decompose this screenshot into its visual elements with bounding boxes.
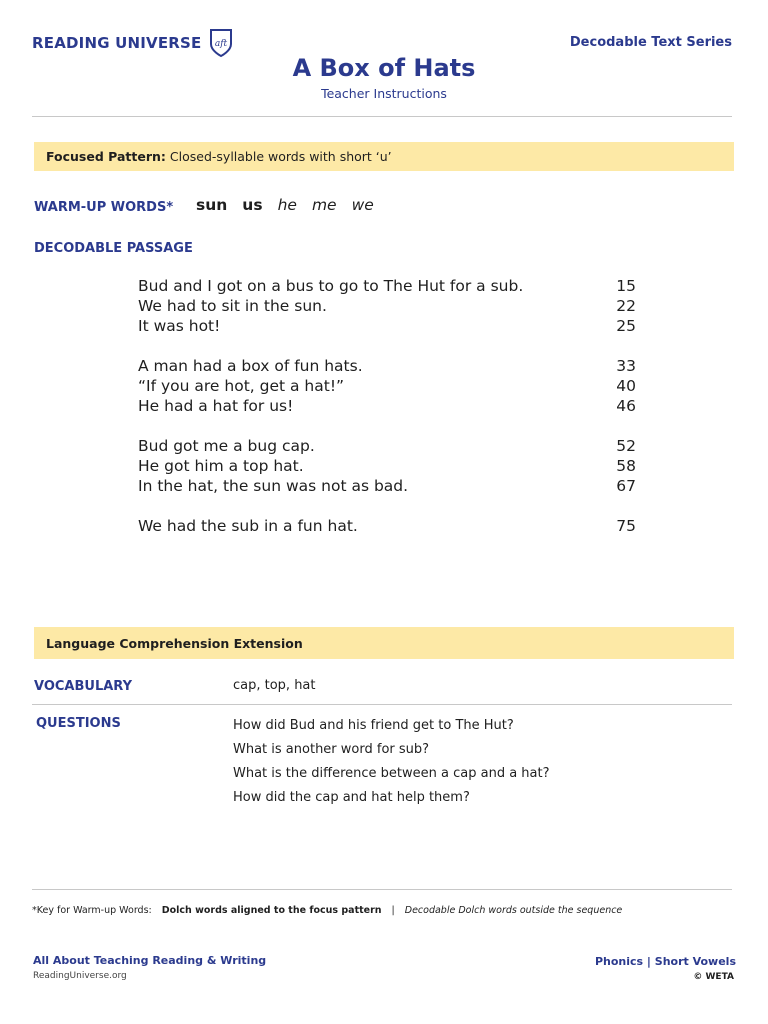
line-text: Bud got me a bug cap. (138, 437, 315, 455)
line-text: A man had a box of fun hats. (138, 357, 363, 375)
word-count: 22 (616, 297, 636, 315)
word-count: 67 (616, 477, 636, 495)
word-count: 15 (616, 277, 636, 295)
warmup-words (196, 196, 374, 214)
line-text: In the hat, the sun was not as bad. (138, 477, 409, 495)
passage-stanza (138, 516, 636, 536)
logo-text: READING UNIVERSE (32, 34, 202, 52)
passage-stanza (138, 276, 636, 336)
passage-stanza (138, 356, 636, 416)
footer-copyright: © WETA (693, 972, 734, 982)
passage-line (138, 476, 636, 496)
vocabulary-divider (32, 704, 732, 705)
vocabulary-label: VOCABULARY (34, 679, 133, 694)
passage-label: DECODABLE PASSAGE (34, 241, 193, 256)
key-label: *Key for Warm-up Words: (32, 905, 152, 916)
footer-title: All About Teaching Reading & Writing (33, 954, 267, 967)
questions-list (233, 714, 550, 810)
vocabulary-words: cap, top, hat (233, 678, 316, 693)
word-count: 40 (616, 377, 636, 395)
page-title: A Box of Hats (292, 54, 476, 82)
question-item: How did Bud and his friend get to The Hut? (233, 718, 514, 733)
extension-bar: Language Comprehension Extension (34, 627, 734, 659)
key-dolch-aligned: Dolch words aligned to the focus pattern (161, 905, 382, 916)
focused-pattern-text: Closed-syllable words with short ‘u’ (169, 149, 392, 164)
passage-line (138, 436, 636, 456)
question-item: What is the difference between a cap and a hat? (233, 766, 550, 781)
warmup-word: we (351, 196, 374, 214)
footer-url: ReadingUniverse.org (33, 971, 127, 981)
line-text: It was hot! (138, 317, 221, 335)
passage-line (138, 276, 636, 296)
svg-text:aft: aft (214, 39, 227, 49)
word-count: 46 (616, 397, 636, 415)
decodable-passage (138, 276, 636, 556)
word-count: 58 (616, 457, 636, 475)
passage-line (138, 456, 636, 476)
page-subtitle: Teacher Instructions (321, 86, 447, 101)
passage-line (138, 316, 636, 336)
footer-divider (32, 889, 732, 890)
passage-line (138, 376, 636, 396)
questions-label: QUESTIONS (36, 716, 121, 731)
warmup-word: sun (196, 196, 228, 214)
line-text: We had to sit in the sun. (138, 297, 327, 315)
word-count: 33 (616, 357, 636, 375)
word-count: 75 (616, 517, 636, 535)
line-text: We had the sub in a fun hat. (138, 517, 358, 535)
passage-line (138, 296, 636, 316)
passage-line (138, 516, 636, 536)
word-count: 52 (616, 437, 636, 455)
line-text: “If you are hot, get a hat!” (138, 377, 345, 395)
warmup-label: WARM-UP WORDS* (34, 200, 174, 215)
line-text: Bud and I got on a bus to go to The Hut for a sub. (138, 277, 524, 295)
passage-stanza (138, 436, 636, 496)
word-count: 25 (616, 317, 636, 335)
key-dolch-outside: Decodable Dolch words outside the sequence (404, 905, 623, 916)
key-separator: | (391, 905, 395, 916)
passage-line (138, 356, 636, 376)
warmup-word: he (277, 196, 297, 214)
focused-pattern-label: Focused Pattern: (46, 149, 166, 164)
line-text: He got him a top hat. (138, 457, 304, 475)
footer-topic: Phonics | Short Vowels (594, 955, 736, 968)
question-item: What is another word for sub? (233, 742, 430, 757)
focused-pattern-bar (34, 142, 734, 171)
line-text: He had a hat for us! (138, 397, 294, 415)
question-item: How did the cap and hat help them? (233, 790, 470, 805)
passage-line (138, 396, 636, 416)
warmup-word: us (242, 196, 263, 214)
warmup-word: me (311, 196, 337, 214)
series-label: Decodable Text Series (569, 35, 732, 50)
header-divider (32, 116, 732, 117)
warmup-key (32, 905, 622, 916)
